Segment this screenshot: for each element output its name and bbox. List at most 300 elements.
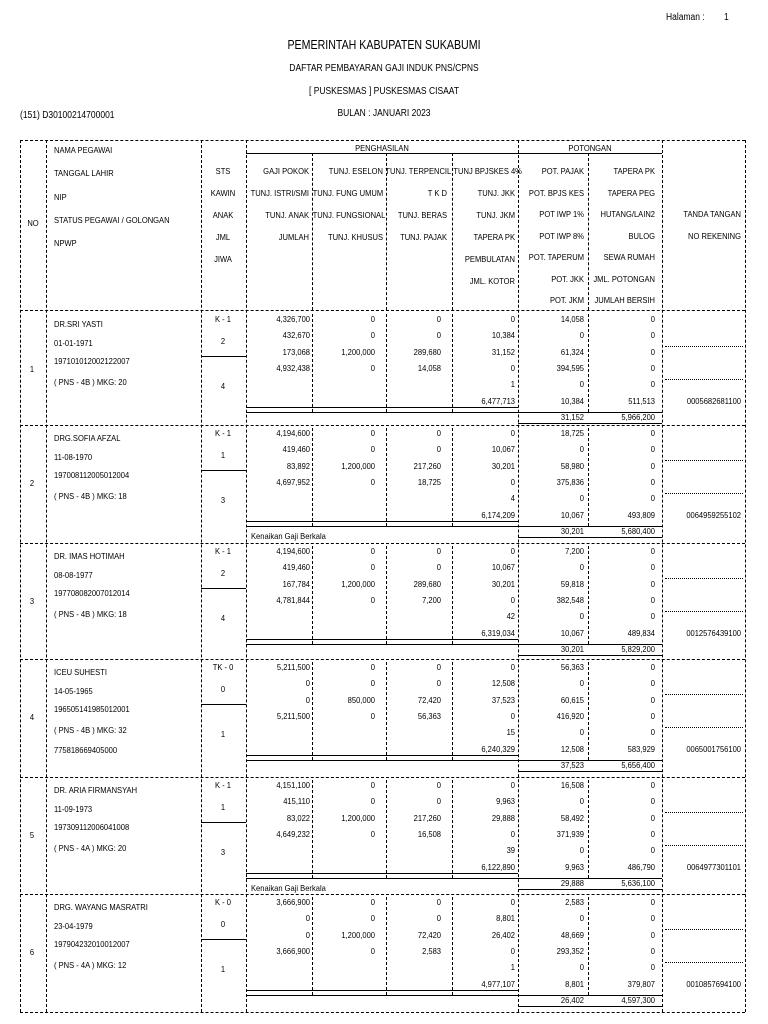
employee-field: 14-05-1965 (54, 685, 93, 696)
potongan-value: 0 (650, 594, 655, 605)
penghasilan-value: 0 (370, 476, 375, 487)
potongan-value: 0 (650, 945, 655, 956)
penghasilan-value: 0 (436, 562, 441, 573)
row-border (20, 425, 745, 426)
potongan-value: 0 (650, 493, 655, 504)
sts-divider (201, 356, 246, 357)
header-c5: POT. BPJS KES (528, 187, 584, 198)
sts-jiwa: 1 (220, 729, 226, 739)
sts-jiwa: 4 (220, 381, 226, 391)
potongan-value: 0 (579, 727, 584, 738)
penghasilan-value: 0 (370, 444, 375, 455)
potongan-value: 5,636,100 (621, 877, 655, 888)
potongan-value: 0 (650, 476, 655, 487)
employee-field: 775818669405000 (54, 745, 118, 755)
potongan-value: 26,402 (560, 994, 584, 1005)
penghasilan-value: 5,211,500 (276, 710, 310, 721)
penghasilan-value: 16,508 (417, 828, 441, 839)
row-border (20, 543, 745, 544)
no-rekening: 0064977301101 (686, 862, 741, 872)
potongan-value: 0 (650, 727, 655, 738)
penghasilan-value: 12,508 (491, 678, 515, 689)
column-divider (452, 153, 453, 310)
column-divider (452, 314, 453, 412)
potongan-value: 394,595 (556, 362, 584, 373)
penghasilan-value: 0 (510, 546, 515, 556)
sts-kawin: K - 1 (215, 780, 231, 790)
employee-field: ( PNS - 4B ) MKG: 32 (54, 725, 127, 735)
penghasilan-value: 1,200,000 (341, 812, 375, 823)
potongan-underline (518, 153, 662, 154)
potongan-value: 60,615 (560, 694, 584, 705)
potongan-value: 0 (650, 913, 655, 924)
potongan-value: 0 (579, 962, 584, 973)
penghasilan-value: 56,363 (417, 710, 441, 721)
potongan-value: 493,809 (627, 509, 655, 520)
total-underline (246, 639, 518, 640)
column-divider (312, 314, 313, 412)
sts-jiwa: 1 (220, 964, 226, 974)
sts-anak: 0 (220, 919, 226, 929)
potongan-value: 37,523 (560, 759, 584, 770)
penghasilan-value: 0 (305, 678, 310, 689)
column-divider (452, 662, 453, 760)
header-c3: T K D (427, 188, 447, 198)
total-underline (246, 995, 662, 996)
header-c5: POT. TAPERUM (528, 252, 584, 262)
potongan-value: 0 (650, 444, 655, 455)
penghasilan-value: 0 (305, 929, 310, 940)
signature-line (665, 929, 743, 930)
column-divider (588, 314, 589, 412)
potongan-value: 0 (579, 678, 584, 689)
column-divider (518, 140, 519, 1012)
penghasilan-value: 0 (370, 428, 375, 438)
header-penghasilan: PENGHASILAN (355, 143, 409, 153)
total-underline (518, 655, 662, 656)
employee-field: 197101012002122007 (54, 356, 130, 366)
employee-field: 11-08-1970 (54, 451, 93, 462)
total-underline (518, 889, 662, 890)
total-underline (246, 873, 518, 874)
header-identity: STATUS PEGAWAI / GOLONGAN (54, 214, 170, 225)
penghasilan-value: 72,420 (417, 694, 441, 705)
penghasilan-value: 5,211,500 (276, 662, 310, 672)
penghasilan-value: 6,174,209 (481, 509, 515, 520)
header-c6: TAPERA PEG (607, 187, 655, 198)
employee-field: 01-01-1971 (54, 337, 93, 348)
penghasilan-value: 0 (436, 546, 441, 556)
page-number: 1 (724, 12, 729, 23)
total-underline (246, 407, 518, 408)
penghasilan-value: 39 (506, 845, 515, 856)
penghasilan-value: 0 (305, 913, 310, 924)
potongan-value: 5,656,400 (621, 759, 655, 770)
potongan-value: 511,513 (628, 395, 655, 406)
total-underline (518, 771, 662, 772)
header-sts: JIWA (214, 254, 232, 264)
page-label: Halaman : (666, 12, 705, 23)
penghasilan-underline (246, 153, 518, 154)
penghasilan-value: 8,801 (496, 913, 515, 924)
sts-divider (201, 588, 246, 589)
sts-anak: 1 (220, 802, 226, 812)
employee-field: DR.SRI YASTI (54, 319, 103, 329)
row-number: 6 (29, 947, 35, 957)
potongan-value: 9,963 (565, 861, 584, 872)
penghasilan-value: 1,200,000 (341, 578, 375, 589)
penghasilan-value: 83,022 (286, 812, 310, 823)
potongan-value: 5,966,200 (621, 411, 655, 422)
header-c2: TUNJ. KHUSUS (327, 232, 383, 242)
potongan-value: 0 (650, 796, 655, 807)
sts-divider (201, 939, 246, 940)
column-divider (588, 153, 589, 310)
table-bottom-border (20, 1012, 745, 1013)
header-sts: JML (215, 232, 231, 242)
column-divider (452, 897, 453, 995)
unit-code: (151) D30100214700001 (20, 110, 115, 121)
header-c4: PEMBULATAN (464, 254, 515, 264)
no-rekening: 0005682681100 (686, 396, 741, 406)
column-divider (20, 140, 21, 1012)
penghasilan-value: 10,067 (491, 562, 515, 573)
header-c2: TUNJ. FUNG UMUM (312, 188, 384, 198)
employee-field: 11-09-1973 (54, 803, 93, 814)
header-c5: POT IWP 1% (539, 209, 584, 219)
potongan-value: 0 (579, 330, 584, 341)
potongan-value: 8,801 (565, 978, 584, 989)
column-divider (46, 140, 47, 1012)
employee-field: 08-08-1977 (54, 569, 93, 580)
penghasilan-value: 29,888 (491, 812, 515, 823)
sts-kawin: K - 1 (215, 428, 231, 438)
potongan-value: 58,492 (560, 812, 584, 823)
potongan-value: 0 (579, 845, 584, 856)
potongan-value: 18,725 (560, 428, 584, 438)
penghasilan-value: 0 (370, 710, 375, 721)
potongan-value: 375,836 (556, 476, 584, 487)
penghasilan-value: 289,680 (413, 578, 441, 589)
penghasilan-value: 0 (370, 678, 375, 689)
header-c6: JUMLAH BERSIH (594, 295, 655, 305)
penghasilan-value: 4,194,600 (276, 546, 310, 556)
column-divider (312, 546, 313, 644)
signature-line (665, 379, 743, 380)
header-sts: ANAK (212, 210, 234, 220)
penghasilan-value: 0 (510, 897, 515, 907)
penghasilan-value: 0 (436, 444, 441, 455)
sts-kawin: K - 1 (215, 546, 231, 556)
penghasilan-value: 4,697,952 (276, 476, 310, 487)
potongan-value: 0 (650, 929, 655, 940)
employee-field: 197008112005012004 (54, 470, 130, 480)
column-divider (312, 428, 313, 526)
sts-anak: 0 (220, 684, 226, 694)
column-divider (386, 780, 387, 878)
column-divider (588, 780, 589, 878)
row-number: 3 (29, 596, 35, 606)
penghasilan-value: 217,260 (413, 812, 441, 823)
penghasilan-value: 0 (510, 945, 515, 956)
potongan-value: 31,152 (560, 411, 584, 422)
penghasilan-value: 6,477,713 (481, 395, 515, 406)
column-divider (386, 546, 387, 644)
employee-field: 197708082007012014 (54, 588, 130, 598)
penghasilan-value: 83,892 (286, 460, 310, 471)
potongan-value: 12,508 (560, 743, 584, 754)
header-c3: TUNJ. PAJAK (400, 232, 447, 242)
penghasilan-value: 6,122,890 (481, 861, 515, 872)
penghasilan-value: 10,384 (491, 330, 515, 341)
total-underline (246, 990, 518, 991)
row-number: 4 (29, 712, 35, 722)
penghasilan-value: 18,725 (417, 476, 441, 487)
potongan-value: 0 (650, 710, 655, 721)
potongan-value: 0 (579, 493, 584, 504)
header-identity: NAMA PEGAWAI (54, 145, 113, 155)
penghasilan-value: 0 (436, 428, 441, 438)
header-c1: TUNJ. ANAK (265, 210, 309, 220)
potongan-value: 5,829,200 (621, 643, 655, 654)
penghasilan-value: 1,200,000 (341, 460, 375, 471)
potongan-value: 379,807 (627, 978, 655, 989)
total-underline (246, 526, 662, 527)
penghasilan-value: 0 (370, 546, 375, 556)
total-underline (246, 760, 662, 761)
potongan-value: 0 (650, 662, 655, 672)
header-sts: KAWIN (210, 188, 236, 198)
sts-divider (201, 822, 246, 823)
column-divider (588, 662, 589, 760)
row-border (20, 894, 745, 895)
column-divider (452, 780, 453, 878)
potongan-value: 0 (650, 314, 655, 324)
sts-kawin: TK - 0 (212, 662, 234, 672)
header-c5: POT. PAJAK (541, 166, 584, 176)
row-note: Kenaikan Gaji Berkala (251, 883, 326, 893)
column-divider (312, 153, 313, 310)
penghasilan-value: 0 (370, 314, 375, 324)
penghasilan-value: 6,240,329 (481, 743, 515, 754)
penghasilan-value: 0 (370, 897, 375, 907)
sts-anak: 1 (220, 450, 226, 460)
penghasilan-value: 167,784 (282, 578, 310, 589)
penghasilan-value: 0 (510, 594, 515, 605)
penghasilan-value: 0 (510, 710, 515, 721)
potongan-value: 0 (579, 611, 584, 622)
row-note: Kenaikan Gaji Berkala (251, 531, 326, 541)
column-divider (386, 428, 387, 526)
penghasilan-value: 30,201 (491, 460, 515, 471)
potongan-value: 0 (650, 611, 655, 622)
potongan-value: 293,352 (556, 945, 584, 956)
penghasilan-value: 4,977,107 (481, 978, 515, 989)
penghasilan-value: 4,151,100 (276, 780, 310, 790)
penghasilan-value: 4,781,844 (276, 594, 310, 605)
potongan-value: 0 (650, 546, 655, 556)
header-c1: TUNJ. ISTRI/SMI (250, 188, 309, 198)
potongan-value: 0 (650, 460, 655, 471)
sts-kawin: K - 1 (215, 314, 231, 324)
potongan-value: 583,929 (627, 743, 655, 754)
potongan-value: 489,834 (627, 627, 655, 638)
potongan-value: 416,920 (556, 710, 584, 721)
header-c4: TUNJ BPJSKES 4% (453, 166, 522, 176)
potongan-value: 0 (650, 379, 655, 390)
column-divider (386, 314, 387, 412)
penghasilan-value: 0 (370, 828, 375, 839)
penghasilan-value: 432,670 (282, 330, 310, 341)
unit-name: [ PUSKESMAS ] PUSKESMAS CISAAT (308, 86, 460, 97)
signature-line (665, 346, 743, 347)
penghasilan-value: 3,666,900 (276, 897, 310, 907)
potongan-value: 0 (579, 379, 584, 390)
header-c4: TAPERA PK (473, 232, 515, 242)
signature-line (665, 578, 743, 579)
penghasilan-value: 0 (436, 662, 441, 672)
penghasilan-value: 0 (370, 594, 375, 605)
potongan-value: 29,888 (560, 877, 584, 888)
sts-jiwa: 3 (220, 847, 226, 857)
penghasilan-value: 173,068 (282, 346, 310, 357)
potongan-value: 10,067 (560, 509, 584, 520)
no-rekening: 0012576439100 (686, 628, 741, 638)
potongan-value: 0 (579, 562, 584, 573)
column-divider (386, 153, 387, 310)
header-c6: JML. POTONGAN (593, 273, 655, 284)
sts-anak: 2 (220, 336, 226, 346)
total-underline (246, 644, 662, 645)
signature-line (665, 962, 743, 963)
header-c6: HUTANG/LAIN2 (600, 209, 655, 219)
penghasilan-value: 0 (305, 694, 310, 705)
potongan-value: 4,597,300 (621, 994, 655, 1005)
potongan-value: 0 (650, 362, 655, 373)
column-divider (588, 546, 589, 644)
table-top-border (20, 140, 745, 141)
header-c5: POT. JKK (551, 273, 584, 284)
employee-field: DR. IMAS HOTIMAH (54, 551, 125, 561)
column-divider (312, 897, 313, 995)
document-title: PEMERINTAH KABUPATEN SUKABUMI (287, 38, 481, 52)
penghasilan-value: 31,152 (491, 346, 515, 357)
total-underline (246, 521, 518, 522)
header-c1: JUMLAH (278, 232, 309, 242)
penghasilan-value: 0 (370, 662, 375, 672)
sts-kawin: K - 0 (215, 897, 231, 907)
employee-field: DRG.SOFIA AFZAL (54, 433, 121, 443)
penghasilan-value: 0 (510, 314, 515, 324)
column-divider (452, 546, 453, 644)
potongan-value: 61,324 (560, 346, 584, 357)
potongan-value: 0 (650, 780, 655, 790)
potongan-value: 0 (650, 330, 655, 341)
potongan-value: 14,058 (560, 314, 584, 324)
potongan-value: 371,939 (556, 828, 584, 839)
row-number: 5 (29, 830, 35, 840)
employee-field: ( PNS - 4B ) MKG: 18 (54, 491, 127, 501)
penghasilan-value: 1,200,000 (341, 346, 375, 357)
row-number: 2 (29, 478, 35, 488)
penghasilan-value: 6,319,034 (481, 627, 515, 638)
penghasilan-value: 0 (436, 897, 441, 907)
potongan-value: 0 (579, 444, 584, 455)
penghasilan-value: 9,963 (496, 796, 515, 807)
potongan-value: 0 (650, 578, 655, 589)
employee-field: ( PNS - 4B ) MKG: 18 (54, 609, 127, 619)
column-divider (201, 140, 202, 1012)
no-rekening: 0064959255102 (686, 510, 741, 520)
employee-field: DRG. WAYANG MASRATRI (54, 902, 148, 912)
sts-divider (201, 704, 246, 705)
header-c5: POT. JKM (549, 295, 584, 305)
penghasilan-value: 4,932,438 (276, 362, 310, 373)
penghasilan-value: 0 (510, 428, 515, 438)
total-underline (246, 412, 662, 413)
employee-field: DR. ARIA FIRMANSYAH (54, 785, 138, 795)
employee-field: 196505141985012001 (54, 704, 130, 714)
penghasilan-value: 0 (370, 796, 375, 807)
penghasilan-value: 10,067 (491, 444, 515, 455)
penghasilan-value: 3,666,900 (276, 945, 310, 956)
penghasilan-value: 0 (510, 780, 515, 790)
penghasilan-value: 0 (436, 678, 441, 689)
column-divider (312, 662, 313, 760)
employee-field: 197904232010012007 (54, 939, 130, 949)
penghasilan-value: 0 (510, 828, 515, 839)
document-subtitle: DAFTAR PEMBAYARAN GAJI INDUK PNS/CPNS (289, 63, 479, 74)
signature-line (665, 460, 743, 461)
header-c5: POT IWP 8% (539, 230, 584, 241)
column-divider (588, 897, 589, 995)
sts-anak: 2 (220, 568, 226, 578)
penghasilan-value: 4,194,600 (276, 428, 310, 438)
potongan-value: 0 (650, 828, 655, 839)
header-c2: TUNJ. ESELON (328, 166, 383, 176)
potongan-value: 16,508 (560, 780, 584, 790)
employee-field: ( PNS - 4B ) MKG: 20 (54, 377, 127, 387)
header-c6: SEWA RUMAH (603, 252, 655, 262)
column-divider (386, 662, 387, 760)
header-identity: NPWP (54, 238, 77, 249)
potongan-value: 30,201 (560, 525, 584, 536)
row-number: 1 (29, 364, 35, 374)
column-divider (312, 780, 313, 878)
penghasilan-value: 30,201 (491, 578, 515, 589)
potongan-value: 0 (579, 796, 584, 807)
header-c3: TUNJ. TERPENCIL (385, 166, 452, 176)
header-c2: TUNJ. FUNGSIONAL (312, 210, 386, 220)
header-identity: NIP (54, 191, 67, 202)
penghasilan-value: 1 (510, 379, 515, 390)
column-divider (662, 140, 663, 1012)
employee-field: ( PNS - 4A ) MKG: 12 (54, 960, 127, 970)
penghasilan-value: 0 (510, 476, 515, 487)
signature-line (665, 611, 743, 612)
penghasilan-value: 0 (370, 913, 375, 924)
header-c3: TUNJ. BERAS (397, 210, 447, 220)
column-no: NO (27, 218, 39, 228)
column-divider (452, 428, 453, 526)
signature-line (665, 845, 743, 846)
row-border (20, 659, 745, 660)
header-bottom-border (20, 310, 745, 311)
potongan-value: 5,680,400 (621, 525, 655, 536)
employee-field: 197309112006041008 (54, 822, 130, 832)
sts-divider (201, 470, 246, 471)
penghasilan-value: 72,420 (417, 929, 441, 940)
